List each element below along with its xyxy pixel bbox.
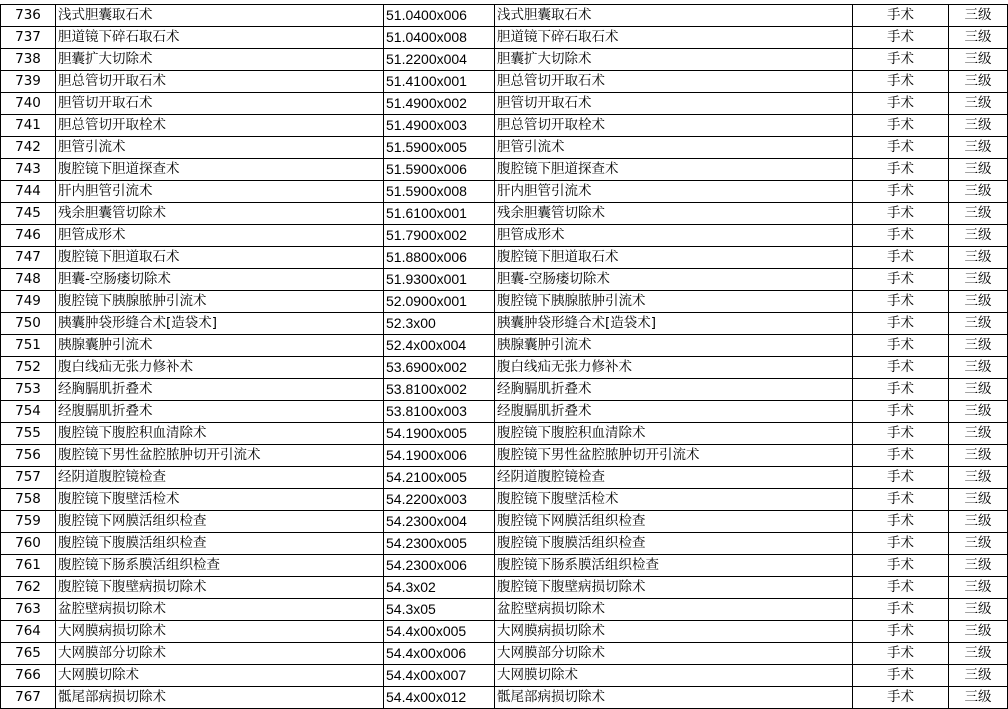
table-row <box>1 313 1008 335</box>
row-index-cell: 766 <box>1 665 56 687</box>
procedure-name-duplicate-cell: 胆囊扩大切除术 <box>495 49 853 71</box>
table-row <box>1 71 1008 93</box>
procedure-name-duplicate-cell: 经胸膈肌折叠术 <box>495 379 853 401</box>
table-row <box>1 533 1008 555</box>
level-cell: 三级 <box>949 93 1008 115</box>
procedure-name-cell: 胆管切开取石术 <box>56 93 384 115</box>
procedure-name-duplicate-cell: 腹白线疝无张力修补术 <box>495 357 853 379</box>
table-row <box>1 599 1008 621</box>
procedure-name-cell: 经腹膈肌折叠术 <box>56 401 384 423</box>
row-index-cell: 763 <box>1 599 56 621</box>
procedure-name-cell: 大网膜病损切除术 <box>56 621 384 643</box>
procedure-name-duplicate-cell: 大网膜部分切除术 <box>495 643 853 665</box>
category-cell: 手术 <box>853 203 949 225</box>
category-cell: 手术 <box>853 5 949 27</box>
procedure-code-cell: 54.2100x005 <box>384 467 495 489</box>
table-row <box>1 643 1008 665</box>
procedure-code-cell: 51.7900x002 <box>384 225 495 247</box>
table-row <box>1 269 1008 291</box>
procedure-name-duplicate-cell: 胰囊肿袋形缝合术[造袋术] <box>495 313 853 335</box>
table-row <box>1 687 1008 709</box>
procedure-name-duplicate-cell: 经腹膈肌折叠术 <box>495 401 853 423</box>
row-index-cell: 746 <box>1 225 56 247</box>
category-cell: 手术 <box>853 533 949 555</box>
table-row <box>1 181 1008 203</box>
row-index-cell: 754 <box>1 401 56 423</box>
table-row <box>1 577 1008 599</box>
row-index-cell: 762 <box>1 577 56 599</box>
procedure-name-cell: 经胸膈肌折叠术 <box>56 379 384 401</box>
table-row <box>1 115 1008 137</box>
procedure-name-cell: 经阴道腹腔镜检查 <box>56 467 384 489</box>
category-cell: 手术 <box>853 643 949 665</box>
procedure-name-duplicate-cell: 腹腔镜下胆道取石术 <box>495 247 853 269</box>
procedure-name-cell: 肝内胆管引流术 <box>56 181 384 203</box>
level-cell: 三级 <box>949 489 1008 511</box>
level-cell: 三级 <box>949 401 1008 423</box>
procedure-name-cell: 腹白线疝无张力修补术 <box>56 357 384 379</box>
category-cell: 手术 <box>853 27 949 49</box>
procedure-name-cell: 腹腔镜下胰腺脓肿引流术 <box>56 291 384 313</box>
procedure-code-cell: 51.6100x001 <box>384 203 495 225</box>
procedure-code-cell: 51.9300x001 <box>384 269 495 291</box>
category-cell: 手术 <box>853 159 949 181</box>
procedure-name-cell: 胰囊肿袋形缝合术[造袋术] <box>56 313 384 335</box>
row-index-cell: 740 <box>1 93 56 115</box>
level-cell: 三级 <box>949 621 1008 643</box>
procedure-code-cell: 53.8100x003 <box>384 401 495 423</box>
level-cell: 三级 <box>949 203 1008 225</box>
row-index-cell: 751 <box>1 335 56 357</box>
category-cell: 手术 <box>853 665 949 687</box>
row-index-cell: 747 <box>1 247 56 269</box>
procedure-name-duplicate-cell: 胆道镜下碎石取石术 <box>495 27 853 49</box>
procedure-name-cell: 胆总管切开取石术 <box>56 71 384 93</box>
procedure-code-cell: 54.2300x005 <box>384 533 495 555</box>
category-cell: 手术 <box>853 225 949 247</box>
level-cell: 三级 <box>949 467 1008 489</box>
procedure-code-cell: 51.4100x001 <box>384 71 495 93</box>
level-cell: 三级 <box>949 247 1008 269</box>
level-cell: 三级 <box>949 313 1008 335</box>
table-row <box>1 27 1008 49</box>
procedure-name-duplicate-cell: 腹腔镜下腹壁病损切除术 <box>495 577 853 599</box>
procedure-code-cell: 51.0400x006 <box>384 5 495 27</box>
procedure-code-cell: 52.0900x001 <box>384 291 495 313</box>
procedure-name-cell: 胆囊扩大切除术 <box>56 49 384 71</box>
level-cell: 三级 <box>949 49 1008 71</box>
level-cell: 三级 <box>949 357 1008 379</box>
procedure-code-cell: 54.1900x005 <box>384 423 495 445</box>
procedure-name-duplicate-cell: 腹腔镜下男性盆腔脓肿切开引流术 <box>495 445 853 467</box>
procedure-code-cell: 52.4x00x004 <box>384 335 495 357</box>
table-row <box>1 247 1008 269</box>
procedure-name-duplicate-cell: 胆管成形术 <box>495 225 853 247</box>
table-row <box>1 203 1008 225</box>
procedure-name-cell: 胆总管切开取栓术 <box>56 115 384 137</box>
procedure-name-duplicate-cell: 骶尾部病损切除术 <box>495 687 853 709</box>
table-row <box>1 445 1008 467</box>
row-index-cell: 742 <box>1 137 56 159</box>
procedure-table <box>0 4 1008 709</box>
table-row <box>1 621 1008 643</box>
row-index-cell: 748 <box>1 269 56 291</box>
category-cell: 手术 <box>853 115 949 137</box>
table-row <box>1 467 1008 489</box>
row-index-cell: 745 <box>1 203 56 225</box>
procedure-name-duplicate-cell: 残余胆囊管切除术 <box>495 203 853 225</box>
procedure-code-cell: 53.8100x002 <box>384 379 495 401</box>
procedure-name-cell: 浅式胆囊取石术 <box>56 5 384 27</box>
procedure-code-cell: 54.4x00x012 <box>384 687 495 709</box>
row-index-cell: 759 <box>1 511 56 533</box>
row-index-cell: 767 <box>1 687 56 709</box>
level-cell: 三级 <box>949 159 1008 181</box>
category-cell: 手术 <box>853 379 949 401</box>
procedure-name-duplicate-cell: 胆总管切开取栓术 <box>495 115 853 137</box>
category-cell: 手术 <box>853 357 949 379</box>
level-cell: 三级 <box>949 643 1008 665</box>
procedure-name-cell: 胆管成形术 <box>56 225 384 247</box>
category-cell: 手术 <box>853 291 949 313</box>
category-cell: 手术 <box>853 335 949 357</box>
category-cell: 手术 <box>853 577 949 599</box>
row-index-cell: 760 <box>1 533 56 555</box>
procedure-code-cell: 54.3x02 <box>384 577 495 599</box>
table-row <box>1 159 1008 181</box>
category-cell: 手术 <box>853 49 949 71</box>
table-row <box>1 5 1008 27</box>
table-row <box>1 357 1008 379</box>
category-cell: 手术 <box>853 423 949 445</box>
procedure-code-cell: 51.4900x002 <box>384 93 495 115</box>
level-cell: 三级 <box>949 533 1008 555</box>
procedure-name-duplicate-cell: 经阴道腹腔镜检查 <box>495 467 853 489</box>
table-row <box>1 665 1008 687</box>
table-row <box>1 225 1008 247</box>
procedure-name-cell: 胆管引流术 <box>56 137 384 159</box>
procedure-code-cell: 53.6900x002 <box>384 357 495 379</box>
procedure-name-duplicate-cell: 胰腺囊肿引流术 <box>495 335 853 357</box>
row-index-cell: 753 <box>1 379 56 401</box>
procedure-code-cell: 54.4x00x005 <box>384 621 495 643</box>
row-index-cell: 756 <box>1 445 56 467</box>
procedure-name-cell: 腹腔镜下男性盆腔脓肿切开引流术 <box>56 445 384 467</box>
procedure-name-duplicate-cell: 盆腔壁病损切除术 <box>495 599 853 621</box>
procedure-name-cell: 大网膜切除术 <box>56 665 384 687</box>
row-index-cell: 752 <box>1 357 56 379</box>
row-index-cell: 741 <box>1 115 56 137</box>
row-index-cell: 736 <box>1 5 56 27</box>
procedure-name-cell: 腹腔镜下肠系膜活组织检查 <box>56 555 384 577</box>
procedure-code-cell: 51.2200x004 <box>384 49 495 71</box>
procedure-name-cell: 腹腔镜下胆道探查术 <box>56 159 384 181</box>
table-row <box>1 335 1008 357</box>
level-cell: 三级 <box>949 555 1008 577</box>
level-cell: 三级 <box>949 423 1008 445</box>
level-cell: 三级 <box>949 511 1008 533</box>
row-index-cell: 765 <box>1 643 56 665</box>
category-cell: 手术 <box>853 489 949 511</box>
category-cell: 手术 <box>853 621 949 643</box>
row-index-cell: 749 <box>1 291 56 313</box>
procedure-name-duplicate-cell: 胆管引流术 <box>495 137 853 159</box>
procedure-name-duplicate-cell: 腹腔镜下胰腺脓肿引流术 <box>495 291 853 313</box>
level-cell: 三级 <box>949 445 1008 467</box>
row-index-cell: 758 <box>1 489 56 511</box>
row-index-cell: 764 <box>1 621 56 643</box>
procedure-code-cell: 54.2200x003 <box>384 489 495 511</box>
procedure-name-cell: 腹腔镜下胆道取石术 <box>56 247 384 269</box>
procedure-name-cell: 骶尾部病损切除术 <box>56 687 384 709</box>
level-cell: 三级 <box>949 27 1008 49</box>
level-cell: 三级 <box>949 687 1008 709</box>
category-cell: 手术 <box>853 467 949 489</box>
category-cell: 手术 <box>853 687 949 709</box>
row-index-cell: 755 <box>1 423 56 445</box>
procedure-code-cell: 52.3x00 <box>384 313 495 335</box>
procedure-name-cell: 胰腺囊肿引流术 <box>56 335 384 357</box>
row-index-cell: 744 <box>1 181 56 203</box>
row-index-cell: 761 <box>1 555 56 577</box>
procedure-name-cell: 腹腔镜下腹壁病损切除术 <box>56 577 384 599</box>
category-cell: 手术 <box>853 599 949 621</box>
category-cell: 手术 <box>853 71 949 93</box>
level-cell: 三级 <box>949 5 1008 27</box>
procedure-code-cell: 51.8800x006 <box>384 247 495 269</box>
procedure-code-cell: 54.1900x006 <box>384 445 495 467</box>
level-cell: 三级 <box>949 115 1008 137</box>
level-cell: 三级 <box>949 137 1008 159</box>
level-cell: 三级 <box>949 225 1008 247</box>
procedure-code-cell: 54.2300x006 <box>384 555 495 577</box>
procedure-name-duplicate-cell: 肝内胆管引流术 <box>495 181 853 203</box>
procedure-code-cell: 51.0400x008 <box>384 27 495 49</box>
table-row <box>1 489 1008 511</box>
table-row <box>1 401 1008 423</box>
procedure-name-cell: 腹腔镜下腹腔积血清除术 <box>56 423 384 445</box>
category-cell: 手术 <box>853 445 949 467</box>
level-cell: 三级 <box>949 291 1008 313</box>
category-cell: 手术 <box>853 313 949 335</box>
procedure-name-cell: 胆道镜下碎石取石术 <box>56 27 384 49</box>
procedure-name-duplicate-cell: 胆管切开取石术 <box>495 93 853 115</box>
level-cell: 三级 <box>949 335 1008 357</box>
row-index-cell: 738 <box>1 49 56 71</box>
procedure-code-cell: 51.5900x005 <box>384 137 495 159</box>
table-row <box>1 379 1008 401</box>
procedure-name-duplicate-cell: 浅式胆囊取石术 <box>495 5 853 27</box>
procedure-name-cell: 腹腔镜下网膜活组织检查 <box>56 511 384 533</box>
procedure-table-body <box>1 5 1008 709</box>
procedure-name-duplicate-cell: 大网膜病损切除术 <box>495 621 853 643</box>
category-cell: 手术 <box>853 247 949 269</box>
category-cell: 手术 <box>853 401 949 423</box>
procedure-name-duplicate-cell: 腹腔镜下肠系膜活组织检查 <box>495 555 853 577</box>
row-index-cell: 737 <box>1 27 56 49</box>
category-cell: 手术 <box>853 181 949 203</box>
procedure-name-duplicate-cell: 胆总管切开取石术 <box>495 71 853 93</box>
row-index-cell: 743 <box>1 159 56 181</box>
procedure-name-duplicate-cell: 腹腔镜下腹膜活组织检查 <box>495 533 853 555</box>
procedure-code-cell: 54.3x05 <box>384 599 495 621</box>
row-index-cell: 739 <box>1 71 56 93</box>
category-cell: 手术 <box>853 137 949 159</box>
procedure-code-cell: 51.4900x003 <box>384 115 495 137</box>
table-row <box>1 291 1008 313</box>
procedure-name-cell: 腹腔镜下腹壁活检术 <box>56 489 384 511</box>
procedure-name-cell: 腹腔镜下腹膜活组织检查 <box>56 533 384 555</box>
category-cell: 手术 <box>853 511 949 533</box>
procedure-name-duplicate-cell: 腹腔镜下腹腔积血清除术 <box>495 423 853 445</box>
procedure-code-cell: 54.2300x004 <box>384 511 495 533</box>
level-cell: 三级 <box>949 577 1008 599</box>
category-cell: 手术 <box>853 269 949 291</box>
table-row <box>1 511 1008 533</box>
procedure-code-cell: 54.4x00x007 <box>384 665 495 687</box>
procedure-name-cell: 残余胆囊管切除术 <box>56 203 384 225</box>
procedure-code-cell: 51.5900x008 <box>384 181 495 203</box>
procedure-name-duplicate-cell: 大网膜切除术 <box>495 665 853 687</box>
procedure-code-cell: 51.5900x006 <box>384 159 495 181</box>
row-index-cell: 757 <box>1 467 56 489</box>
procedure-name-cell: 大网膜部分切除术 <box>56 643 384 665</box>
procedure-name-cell: 盆腔壁病损切除术 <box>56 599 384 621</box>
table-row <box>1 555 1008 577</box>
level-cell: 三级 <box>949 269 1008 291</box>
procedure-name-duplicate-cell: 胆囊-空肠瘘切除术 <box>495 269 853 291</box>
table-row <box>1 93 1008 115</box>
procedure-name-duplicate-cell: 腹腔镜下胆道探查术 <box>495 159 853 181</box>
procedure-code-cell: 54.4x00x006 <box>384 643 495 665</box>
level-cell: 三级 <box>949 71 1008 93</box>
table-row <box>1 137 1008 159</box>
row-index-cell: 750 <box>1 313 56 335</box>
category-cell: 手术 <box>853 555 949 577</box>
table-row <box>1 423 1008 445</box>
procedure-name-cell: 胆囊-空肠瘘切除术 <box>56 269 384 291</box>
level-cell: 三级 <box>949 599 1008 621</box>
procedure-name-duplicate-cell: 腹腔镜下网膜活组织检查 <box>495 511 853 533</box>
category-cell: 手术 <box>853 93 949 115</box>
table-row <box>1 49 1008 71</box>
level-cell: 三级 <box>949 379 1008 401</box>
level-cell: 三级 <box>949 665 1008 687</box>
procedure-name-duplicate-cell: 腹腔镜下腹壁活检术 <box>495 489 853 511</box>
level-cell: 三级 <box>949 181 1008 203</box>
